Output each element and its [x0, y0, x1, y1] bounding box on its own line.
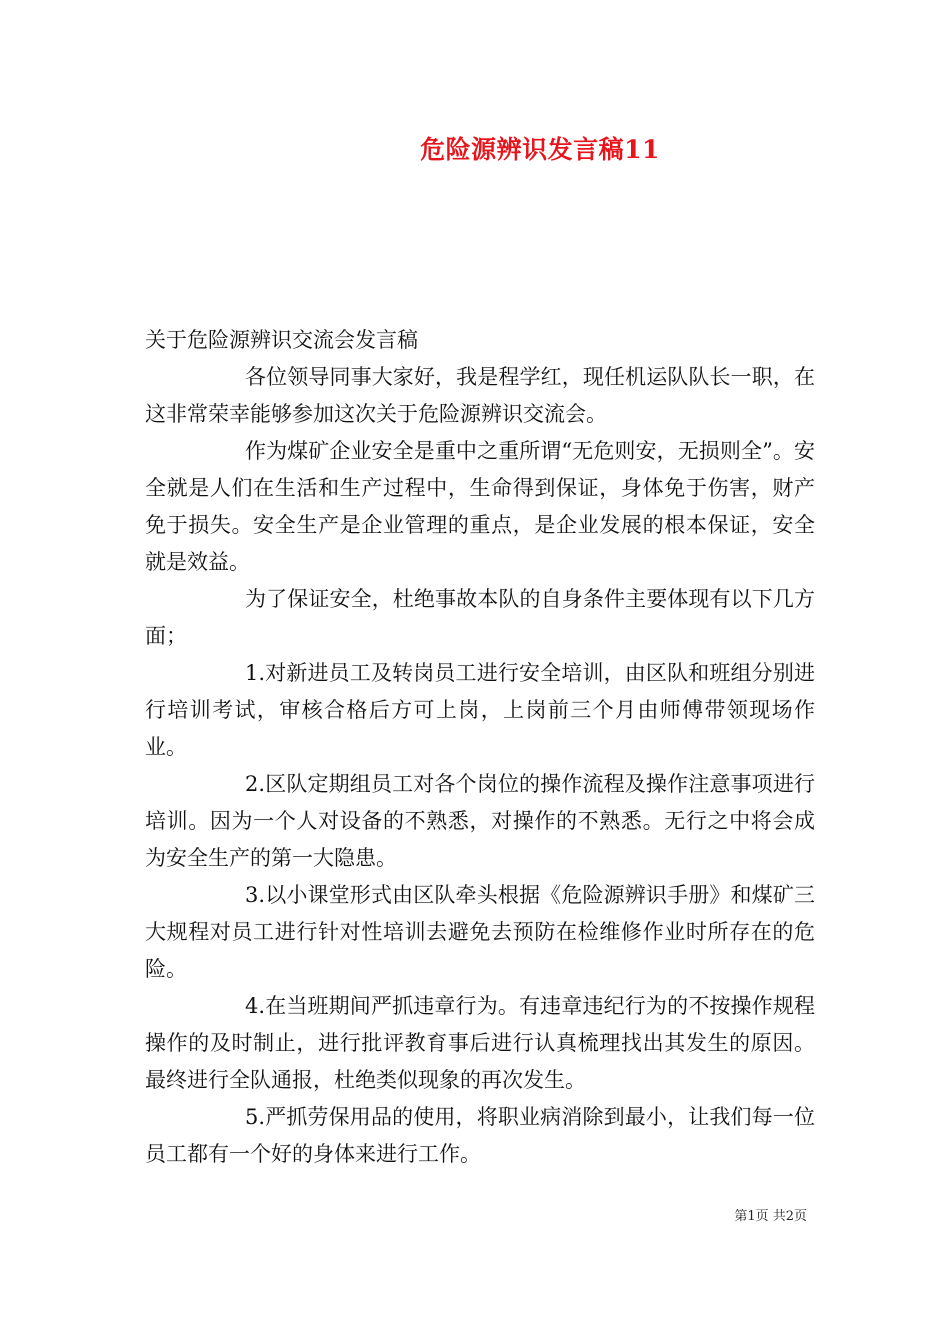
list-item-2: 2.区队定期组员工对各个岗位的操作流程及操作注意事项进行培训。因为一个人对设备的不熟悉，对操作的不熟悉。无行之中将会成为安全生产的第一大隐患。 [145, 772, 815, 870]
subtitle: 关于危险源辨识交流会发言稿 [145, 328, 418, 352]
page-number-footer: 第1页 共2页 [734, 1209, 807, 1224]
paragraph-greeting: 各位领导同事大家好，我是程学红，现任机运队队长一职，在这非常荣幸能够参加这次关于危险源辨识交流会。 [145, 365, 815, 426]
paragraph-intro-list: 为了保证安全，杜绝事故本队的自身条件主要体现有以下几方面； [145, 587, 815, 648]
list-item-4: 4.在当班期间严抓违章行为。有违章违纪行为的不按操作规程操作的及时制止，进行批评教育事后进行认真梳理找出其发生的原因。最终进行全队通报，杜绝类似现象的再次发生。 [145, 994, 815, 1092]
list-item-5: 5.严抓劳保用品的使用，将职业病消除到最小，让我们每一位员工都有一个好的身体来进行工作。 [145, 1105, 815, 1166]
list-item-3: 3.以小课堂形式由区队牵头根据《危险源辨识手册》和煤矿三大规程对员工进行针对性培训去避免去预防在检维修作业时所存在的危险。 [145, 883, 815, 981]
paragraph-safety: 作为煤矿企业安全是重中之重所谓“无危则安，无损则全”。安全就是人们在生活和生产过程中，生命得到保证，身体免于伤害，财产免于损失。安全生产是企业管理的重点，是企业发展的根本保证，安全就是效益。 [145, 439, 815, 574]
page-title: 危险源辨识发言稿11 [420, 135, 660, 164]
document-body [145, 322, 815, 1173]
list-item-1: 1.对新进员工及转岗员工进行安全培训，由区队和班组分别进行培训考试，审核合格后方可上岗，上岗前三个月由师傅带领现场作业。 [145, 661, 815, 759]
